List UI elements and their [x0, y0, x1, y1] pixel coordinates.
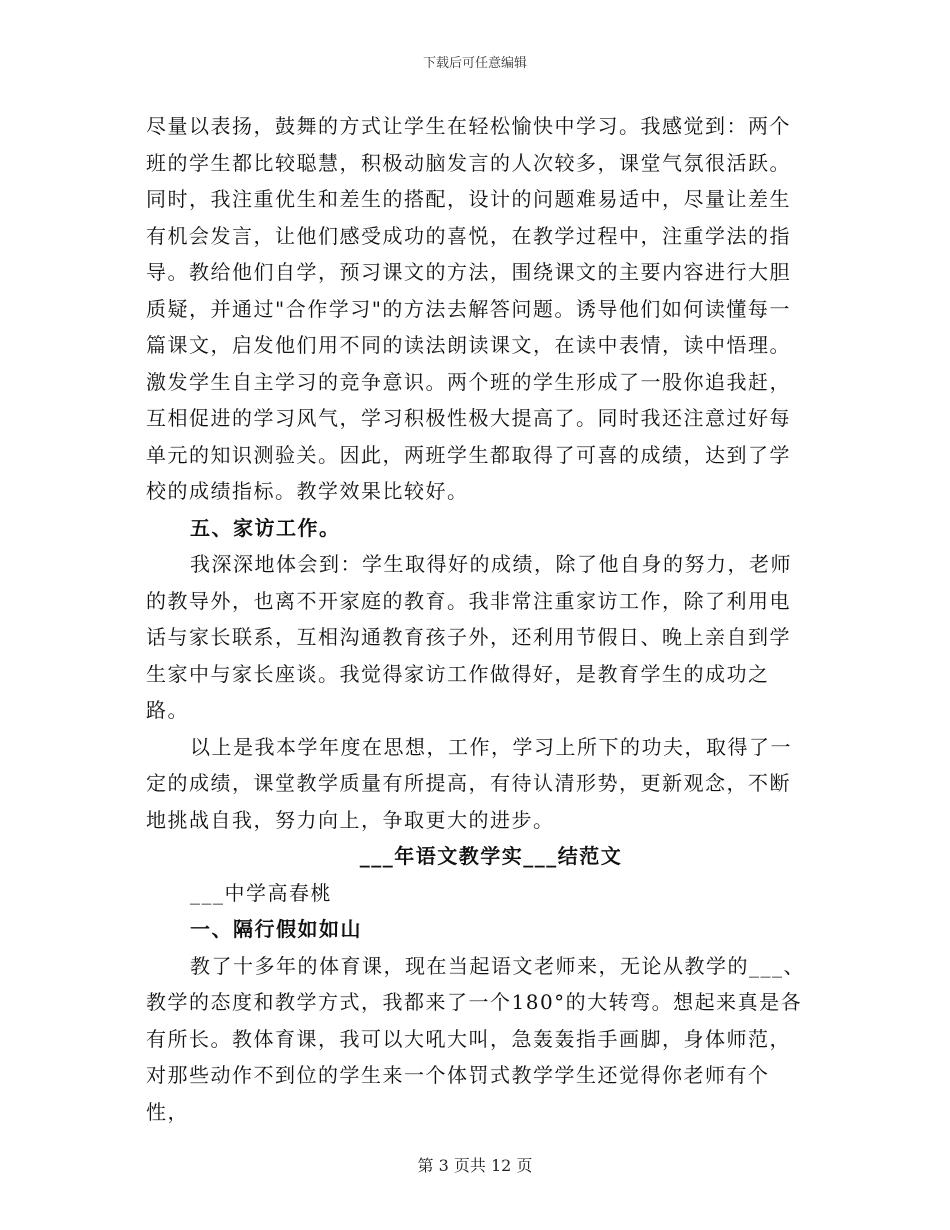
- paragraph-conclusion: 以上是我本学年度在思想，工作，学习上所下的功夫，取得了一定的成绩，课堂教学质量有所提高，有待认清形势，更新观念，不断地挑战自我，努力向上，争取更大的进步。: [146, 734, 792, 832]
- section-heading-home-visits: 五、家访工作。: [190, 515, 341, 540]
- section-heading-one: 一、隔行假如如山: [190, 917, 362, 941]
- article-title: ___年语文教学实___结范文: [359, 844, 623, 868]
- paragraph-home-visits: 我深深地体会到：学生取得好的成绩，除了他自身的努力，老师的教导外，也离不开家庭的教育。我非常注重家访工作，除了利用电话与家长联系，互相沟通教育孩子外，还利用节假日、晚上亲自到学生家中与家长座谈。我觉得家访工作做得好，是教育学生的成功之路。: [146, 552, 792, 722]
- page-header: 下载后可任意编辑: [422, 56, 527, 71]
- paragraph-teaching-method: 尽量以表扬，鼓舞的方式让学生在轻松愉快中学习。我感觉到：两个班的学生都比较聪慧，积极动脑发言的人次较多，课堂气氛很活跃。同时，我注重优生和差生的搭配，设计的问题难易适中，尽量让差生有机会发言，让他们感受成功的喜悦，在教学过程中，注重学法的指导。教给他们自学，预习课文的方法，围绕课文的主要内容进行大胆质疑，并通过"合作学习"的方法去解答问题。诱导他们如何读懂每一篇课文，启发他们用不同的读法朗读课文，在读中表情，读中悟理。激发学生自主学习的竞争意识。两个班的学生形成了一股你追我赶，互相促进的学习风气，学习积极性极大提高了。同时我还注意过好每单元的知识测验关。因此，两班学生都取得了可喜的成绩，达到了学校的成绩指标。教学效果比较好。: [146, 114, 791, 503]
- paragraph-pe-to-chinese: 教了十多年的体育课，现在当起语文老师来，无论从教学的___、教学的态度和教学方式，我都来了一个180°的大转弯。想起来真是各有所长。教体育课，我可以大吼大叫，急轰轰指手画脚，身体师范，对那些动作不到位的学生来一个体罚式教学学生还觉得你老师有个性，: [146, 953, 805, 1124]
- document-body: [146, 108, 806, 1130]
- page-number: 第 3 页共 12 页: [417, 1156, 533, 1175]
- article-author: ___中学高春桃: [190, 880, 332, 905]
